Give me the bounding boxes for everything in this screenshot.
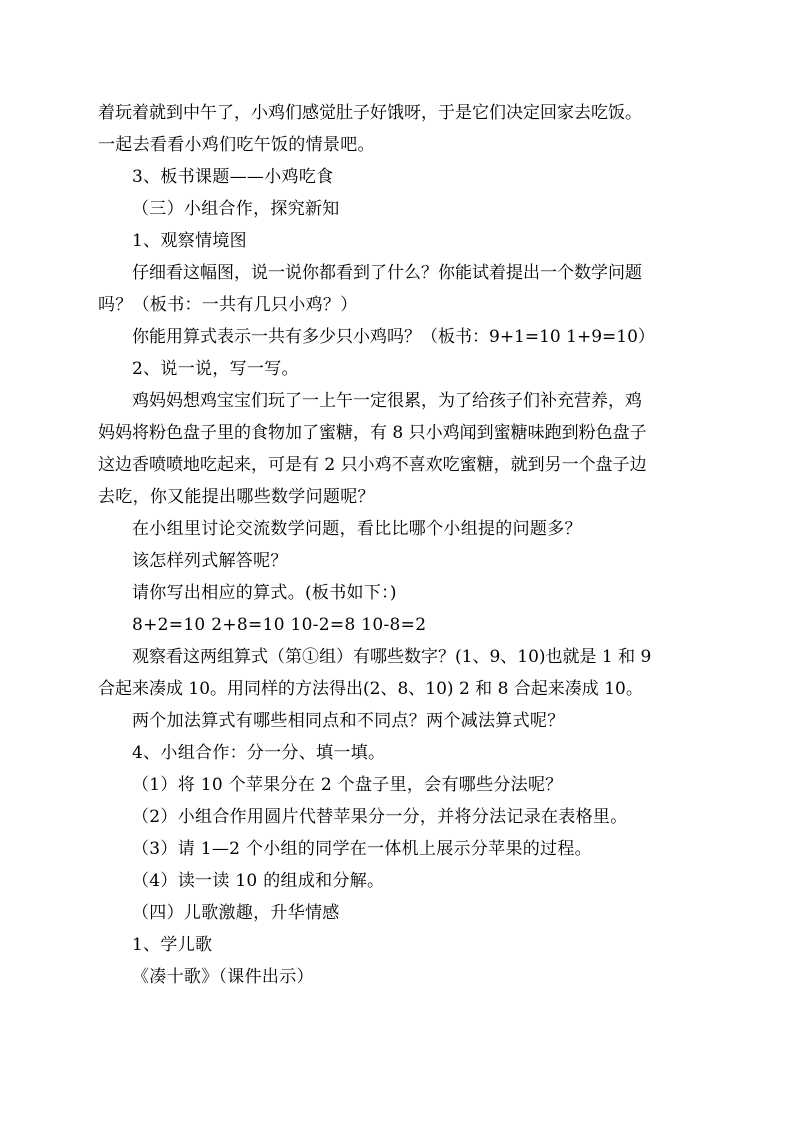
paragraph-line: 妈妈将粉色盘子里的食物加了蜜糖，有 8 只小鸡闻到蜜糖味跑到粉色盘子 <box>98 423 647 443</box>
paragraph-line: 去吃，你又能提出哪些数学问题呢？ <box>98 487 375 507</box>
list-item: （2）小组合作用圆片代替苹果分一分，并将分法记录在表格里。 <box>132 807 628 827</box>
paragraph-line: 在小组里讨论交流数学问题，看比比哪个小组提的问题多？ <box>132 519 582 539</box>
section-heading: （三）小组合作，探究新知 <box>132 199 340 219</box>
paragraph-line: 该怎样列式解答呢？ <box>132 551 288 571</box>
paragraph-line: 合起来凑成 10。用同样的方法得出(2、8、10) 2 和 8 合起来凑成 10。 <box>98 679 643 699</box>
step-heading: 1、观察情境图 <box>132 231 247 251</box>
section-heading: （四）儿歌激趣，升华情感 <box>132 903 340 923</box>
list-item: （3）请 1—2 个小组的同学在一体机上展示分苹果的过程。 <box>132 839 592 859</box>
step-heading: 3、板书课题——小鸡吃食 <box>132 167 334 187</box>
paragraph-line: 两个加法算式有哪些相同点和不同点？两个减法算式呢？ <box>132 711 565 731</box>
list-item: （1）将 10 个苹果分在 2 个盘子里，会有哪些分法呢？ <box>132 775 563 795</box>
paragraph-line: 仔细看这幅图，说一说你都看到了什么？你能试着提出一个数学问题 <box>132 263 642 283</box>
paragraph-line: 着玩着就到中午了，小鸡们感觉肚子好饿呀，于是它们决定回家去吃饭。 <box>98 103 642 123</box>
paragraph-line: 你能用算式表示一共有多少只小鸡吗？（板书：9+1=10 1+9=10） <box>132 327 655 347</box>
equation-line: 8+2=10 2+8=10 10-2=8 10-8=2 <box>132 615 427 635</box>
paragraph-line: 这边香喷喷地吃起来，可是有 2 只小鸡不喜欢吃蜜糖，就到另一个盘子边 <box>98 455 647 475</box>
paragraph-line: 吗？（板书：一共有几只小鸡？） <box>98 295 358 315</box>
step-heading: 4、小组合作：分一分、填一填。 <box>132 743 386 763</box>
paragraph-line: 请你写出相应的算式。(板书如下：) <box>132 583 397 603</box>
step-heading: 1、学儿歌 <box>132 935 213 955</box>
paragraph-line: 鸡妈妈想鸡宝宝们玩了一上午一定很累，为了给孩子们补充营养，鸡 <box>132 391 642 411</box>
list-item: （4）读一读 10 的组成和分解。 <box>132 871 385 891</box>
paragraph-line: 观察看这两组算式（第①组）有哪些数字？(1、9、10)也就是 1 和 9 <box>132 647 652 667</box>
paragraph-line: 《凑十歌》（课件出示） <box>132 967 314 987</box>
paragraph-line: 一起去看看小鸡们吃午饭的情景吧。 <box>98 135 375 155</box>
step-heading: 2、说一说，写一写。 <box>132 359 299 379</box>
